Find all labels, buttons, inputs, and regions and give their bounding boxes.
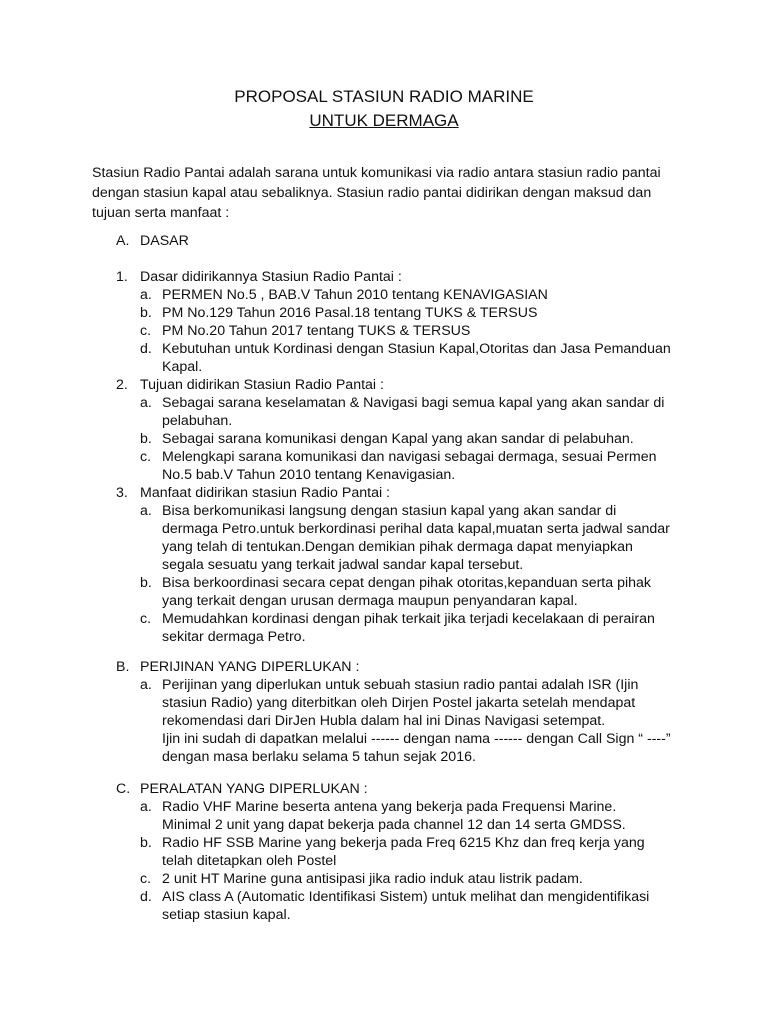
intro-paragraph [92,163,682,223]
section-c-title: PERALATAN YANG DIPERLUKAN : [140,781,368,797]
list-item-line: Kapal. [162,359,203,375]
list-item-line: 2 unit HT Marine guna antisipasi jika radio induk atau listrik padam. [162,871,583,887]
list-item-label: b. [140,575,152,591]
document-title: PROPOSAL STASIUN RADIO MARINE [234,87,534,106]
numbered-item-heading [116,268,682,286]
list-item-label: a. [140,287,152,303]
list-item-line: Melengkapi sarana komunikasi dan navigasi sebagai dermaga, sesuai Permen [162,449,657,465]
list-item-line: Minimal 2 unit yang dapat bekerja pada channel 12 dan 14 serta GMDSS. [162,817,626,833]
intro-line: Stasiun Radio Pantai adalah sarana untuk komunikasi via radio antara stasiun radio pantai [92,165,661,181]
list-item-label: a. [140,503,152,519]
list-item-label: c. [140,323,152,339]
section-b-label: B. [116,659,130,675]
list-item-label: a. [140,799,152,815]
numbered-item-title: Manfaat didirikan stasiun Radio Pantai : [140,485,390,501]
section-a-label: A. [116,233,130,249]
numbered-item-label: 2. [116,377,128,393]
list-item-label: d. [140,341,152,357]
numbered-item-label: 1. [116,269,128,285]
list-item-line: sekitar dermaga Petro. [162,629,306,645]
list-item-label: b. [140,835,152,851]
list-item-label: a. [140,677,152,693]
list-item-label: a. [140,395,152,411]
list-item-line: PERMEN No.5 , BAB.V Tahun 2010 tentang KENAVIGASIAN [162,287,548,303]
list-item-line: dengan masa berlaku selama 5 tahun sejak 2016. [162,749,476,765]
list-item [140,448,682,484]
intro-line: tujuan serta manfaat : [92,205,230,221]
list-item-line: AIS class A (Automatic Identifikasi Sistem) untuk melihat dan mengidentifikasi [162,889,650,905]
numbered-item-title: Dasar didirikannya Stasiun Radio Pantai : [140,269,402,285]
list-item-label: c. [140,611,152,627]
list-item-line: Memudahkan kordinasi dengan pihak terkait jika terjadi kecelakaan di perairan [162,611,655,627]
list-item-line: Perijinan yang diperlukan untuk sebuah stasiun radio pantai adalah ISR (Ijin [162,677,639,693]
list-item [140,834,682,870]
list-item [140,322,682,340]
list-item-line: dermaga Petro.untuk berkordinasi perihal data kapal,muatan serta jadwal sandar [162,521,670,537]
list-item [140,574,682,610]
list-item-line: Bisa berkomunikasi langsung dengan stasiun kapal yang akan sandar di [162,503,617,519]
list-item-line: segala sesuatu yang terkait jadwal sandar kapal tersebut. [162,557,524,573]
list-item-line: rekomendasi dari DirJen Hubla dalam hal ini Dinas Navigasi setempat. [162,713,606,729]
list-item-line: Radio HF SSB Marine yang bekerja pada Freq 6215 Khz dan freq kerja yang [162,835,645,851]
numbered-item-title: Tujuan didirikan Stasiun Radio Pantai : [140,377,384,393]
list-item-label: b. [140,305,152,321]
section-b [116,658,682,766]
list-item-line: PM No.129 Tahun 2016 Pasal.18 tentang TUKS & TERSUS [162,305,538,321]
list-item-label: c. [140,449,152,465]
section-b-title: PERIJINAN YANG DIPERLUKAN : [140,659,360,675]
sub-list [116,394,682,484]
sub-list [116,286,682,376]
list-item [140,304,682,322]
list-item [140,798,682,834]
list-item [140,870,682,888]
list-item-line: Bisa berkoordinasi secara cepat dengan pihak otoritas,kepanduan serta pihak [162,575,651,591]
section-c-label: C. [116,781,131,797]
list-item [140,610,682,646]
list-item-line: No.5 bab.V Tahun 2010 tentang Kenavigasian. [162,467,456,483]
list-item-line: telah ditetapkan oleh Postel [162,853,337,869]
section-a-title: DASAR [140,233,189,249]
list-item-label: b. [140,431,152,447]
numbered-item-heading [116,484,682,502]
list-item-line: Kebutuhan untuk Kordinasi dengan Stasiun Kapal,Otoritas dan Jasa Pemanduan [162,341,671,357]
list-item-label: d. [140,889,152,905]
numbered-item-heading [116,376,682,394]
list-item [140,888,682,924]
list-item-line: Radio VHF Marine beserta antena yang bekerja pada Frequensi Marine. [162,799,617,815]
section-c [116,780,682,924]
section-a-heading [116,232,189,250]
intro-line: dengan stasiun kapal atau sebaliknya. Stasiun radio pantai didirikan dengan maksud dan [92,185,652,201]
list-item-line: Ijin ini sudah di dapatkan melalui ------ dengan nama ------ dengan Call Sign “ ----” [162,731,671,747]
list-item [140,502,682,574]
document-subtitle: UNTUK DERMAGA [309,111,459,130]
list-item-line: PM No.20 Tahun 2017 tentang TUKS & TERSUS [162,323,471,339]
list-item [140,430,682,448]
list-item-label: c. [140,871,152,887]
list-item-line: stasiun Radio) yang diterbitkan oleh Dirjen Postel jakarta setelah mendapat [162,695,636,711]
list-item [140,340,682,376]
list-item [140,286,682,304]
sub-list [116,502,682,646]
numbered-item-label: 3. [116,485,128,501]
numbered-list [116,268,682,646]
list-item-line: yang telah di tentukan.Dengan demikian pihak dermaga dapat menyiapkan [162,539,633,555]
list-item-line: Sebagai sarana komunikasi dengan Kapal yang akan sandar di pelabuhan. [162,431,634,447]
list-item [140,394,682,430]
list-item-line: setiap stasiun kapal. [162,907,291,923]
list-item-line: Sebagai sarana keselamatan & Navigasi bagi semua kapal yang akan sandar di [162,395,665,411]
list-item [140,676,682,766]
list-item-line: yang terkait dengan urusan dermaga maupun penyandaran kapal. [162,593,578,609]
list-item-line: pelabuhan. [162,413,233,429]
